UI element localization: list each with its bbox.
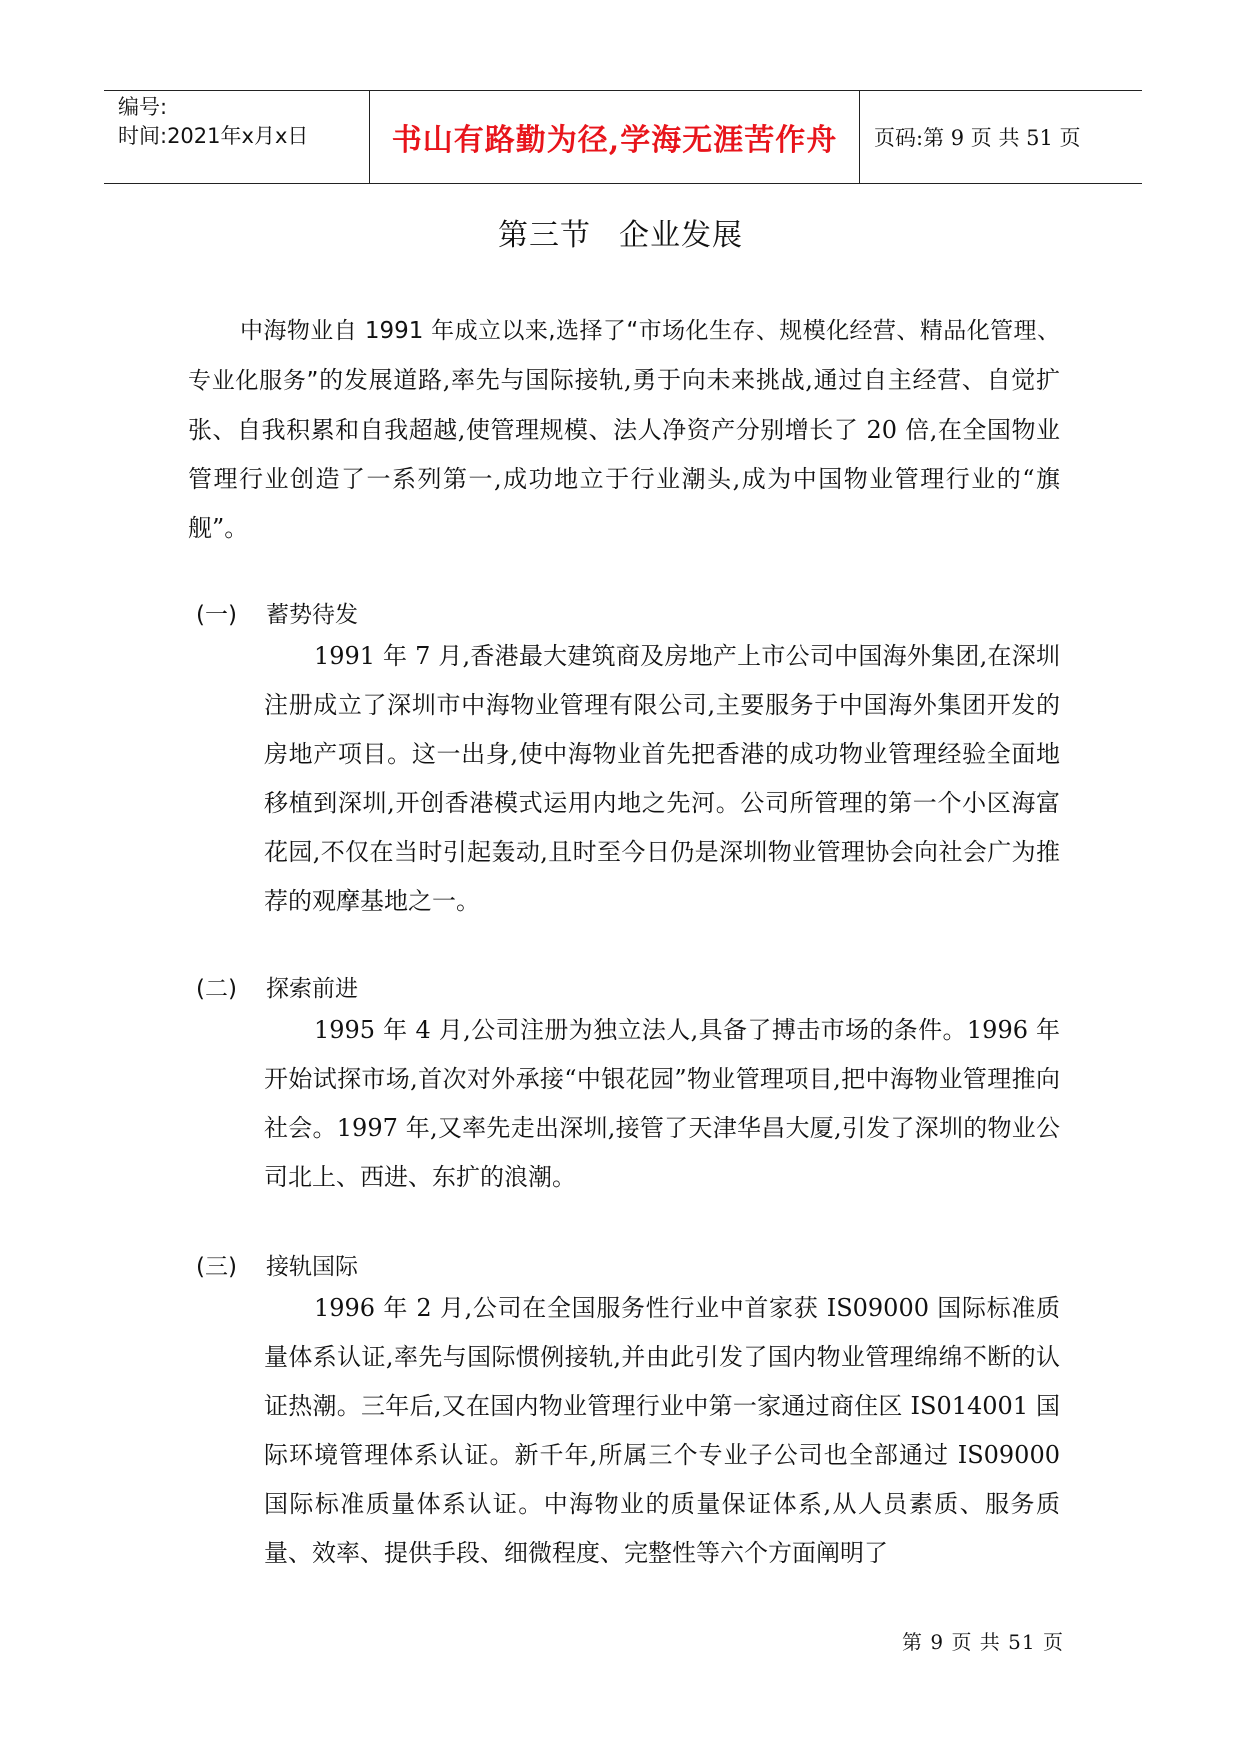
subsection-number: (三) [196,1254,237,1280]
subsection-title: 探索前进 [266,976,358,1002]
subsection-paragraph: 1995 年 4 月,公司注册为独立法人,具备了搏击市场的条件。1996 年开始试探市场,首次对外承接“中银花园”物业管理项目,把中海物业管理推向社会。1997 年,又率先走出深圳,接管了天津华昌大厦,引发了深圳的物业公司北上、西进、东扩的浪潮。 [264,1016,1060,1191]
page-header [104,90,1142,184]
header-motto: 书山有路勤为径,学海无涯苦作舟 [391,123,838,158]
intro-lead: 中海物业自 1991 年成立以来,选择了“市场化生存、规模化经营、精品化管理、专业化服务” [188,318,1060,394]
section-number: 第三节 [498,218,591,253]
time-label: 时间:2021年x月x日 [118,124,309,148]
section-heading: 企业发展 [619,218,743,253]
section-title [0,210,1241,254]
subsection-title: 接轨国际 [266,1254,358,1280]
subsection-heading [196,596,358,629]
subsection-heading [196,970,358,1003]
subsection-paragraph: 1991 年 7 月,香港最大建筑商及房地产上市公司中国海外集团,在深圳注册成立了深圳市中海物业管理有限公司,主要服务于中国海外集团开发的房地产项目。这一出身,使中海物业首先把香港的成功物业管理经验全面地移植到深圳,开创香港模式运用内地之先河。公司所管理的第一个小区海富花园,不仅在当时引起轰动,且时至今日仍是深圳物业管理协会向社会广为推荐的观摩基地之一。 [264,642,1060,915]
subsection-title: 蓄势待发 [266,602,358,628]
number-label: 编号: [118,95,168,119]
subsection-paragraph: 1996 年 2 月,公司在全国服务性行业中首家获 IS09000 国际标准质量体系认证,率先与国际惯例接轨,并由此引发了国内物业管理绵绵不断的认证热潮。三年后,又在国内物业管理行业中第一家通过商住区 IS014001 国际环境管理体系认证。新千年,所属三个专业子公司也全部通过 IS09000 国际标准质量体系认证。中海物业的质量保证体系,从人员素质、服务质量、效率、提供手段、细微程度、完整性等六个方面阐明了 [264,1294,1060,1567]
subsection-heading [196,1248,358,1281]
intro-text: 的发展道路,率先与国际接轨,勇于向未来挑战,通过自主经营、自觉扩张、自我积累和自我超越,使管理规模、法人净资产分别增长了 20 倍,在全国物业管理行业创造了一系列第一,成功地立于行业潮头,成为中国物业管理行业的“旗舰”。 [188,366,1061,542]
header-divider [859,91,860,183]
header-meta [118,93,363,151]
subsection-number: (二) [196,976,237,1002]
header-page-info: 页码:第 9 页 共 51 页 [874,126,1081,150]
subsection-number: (一) [196,602,237,628]
intro-paragraph [188,306,1060,553]
page-footer: 第 9 页 共 51 页 [902,1630,1064,1654]
